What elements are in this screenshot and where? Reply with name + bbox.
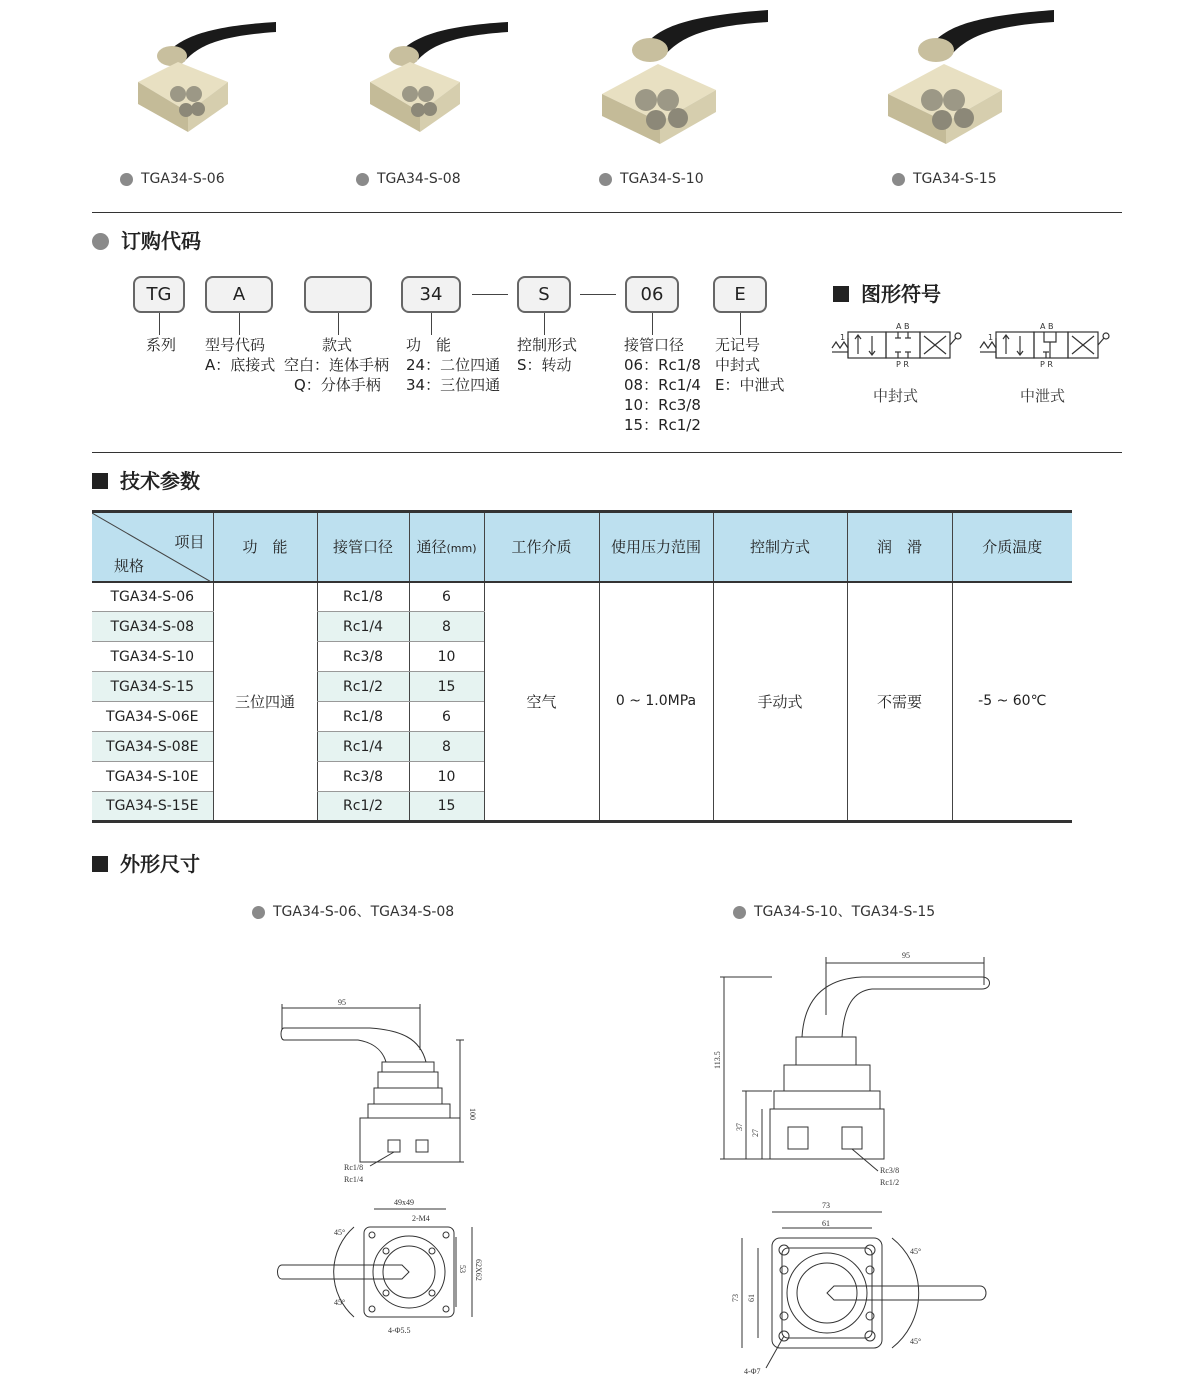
code-box-function: 34 xyxy=(401,276,461,313)
product-image-08 xyxy=(360,12,520,142)
drawing-left-side xyxy=(270,990,490,1194)
drawing-right-side xyxy=(712,945,1002,1199)
section-title-symbols: 图形符号 xyxy=(833,278,941,307)
code-box-mark: E xyxy=(713,276,767,313)
header-control: 控制方式 xyxy=(713,512,847,582)
code-leader xyxy=(740,313,741,335)
svg-text:P R: P R xyxy=(1040,360,1053,368)
svg-text:Rc1/2: Rc1/2 xyxy=(880,1178,900,1187)
symbol-caption: 中泄式 xyxy=(1020,387,1066,405)
section-title-specs: 技术参数 xyxy=(92,465,200,494)
dimension-caption-left: TGA34-S-06、TGA34-S-08 xyxy=(252,901,454,921)
label-port: 接管口径 06：Rc1/8 08：Rc1/4 10：Rc3/8 15：Rc1/2 xyxy=(624,336,701,434)
bullet-icon xyxy=(120,173,133,186)
svg-text:61: 61 xyxy=(747,1294,756,1302)
bullet-icon xyxy=(892,173,905,186)
product-caption: TGA34-S-10 xyxy=(599,171,704,187)
table-row: TGA34-S-15E Rc1/2 15 xyxy=(92,792,1072,822)
label-mark: 无记号 中封式 E：中泄式 xyxy=(715,336,785,394)
svg-text:2-M4: 2-M4 xyxy=(412,1214,430,1223)
svg-text:95: 95 xyxy=(902,951,910,960)
bullet-icon xyxy=(733,906,746,919)
svg-text:45°: 45° xyxy=(910,1337,922,1346)
divider xyxy=(92,452,1122,453)
square-bullet-icon xyxy=(833,286,849,302)
svg-text:1: 1 xyxy=(988,333,994,342)
label-type: 型号代码 A：底接式 xyxy=(205,336,276,374)
svg-text:A B: A B xyxy=(1040,322,1054,331)
svg-text:73: 73 xyxy=(822,1201,830,1210)
drawing-left-top xyxy=(270,1195,490,1349)
product-image-15 xyxy=(884,4,1064,154)
code-box-style xyxy=(304,276,372,313)
code-box-type: A xyxy=(205,276,273,313)
svg-text:61: 61 xyxy=(822,1219,830,1228)
dimension-caption-right: TGA34-S-10、TGA34-S-15 xyxy=(733,901,935,921)
table-row: TGA34-S-06E Rc1/8 6 xyxy=(92,702,1072,732)
svg-text:P R: P R xyxy=(896,360,909,368)
svg-text:1: 1 xyxy=(840,333,846,342)
svg-text:Rc1/4: Rc1/4 xyxy=(344,1175,364,1184)
product-caption: TGA34-S-08 xyxy=(356,171,461,187)
table-row: TGA34-S-15 Rc1/2 15 xyxy=(92,672,1072,702)
bullet-icon xyxy=(252,906,265,919)
svg-text:62X62: 62X62 xyxy=(474,1259,483,1281)
corner-header: 项目 规格 xyxy=(92,512,213,582)
header-function: 功 能 xyxy=(213,512,317,582)
svg-text:45°: 45° xyxy=(910,1247,922,1256)
svg-text:113.5: 113.5 xyxy=(713,1051,722,1069)
svg-text:45°: 45° xyxy=(334,1228,346,1237)
code-box-port: 06 xyxy=(625,276,679,313)
drawing-right-top xyxy=(730,1198,1000,1382)
code-dash xyxy=(580,294,616,295)
label-series: 系列 xyxy=(146,336,177,354)
section-title-ordering: 订购代码 xyxy=(92,225,201,254)
bullet-icon xyxy=(599,173,612,186)
valve-symbol-icon xyxy=(828,318,963,368)
svg-text:73: 73 xyxy=(731,1294,740,1302)
header-medium: 工作介质 xyxy=(484,512,599,582)
svg-text:100: 100 xyxy=(468,1108,477,1120)
symbol-exhaust-center xyxy=(976,318,1111,368)
square-bullet-icon xyxy=(92,473,108,489)
table-row: TGA34-S-10 Rc3/8 10 xyxy=(92,642,1072,672)
svg-text:Rc3/8: Rc3/8 xyxy=(880,1166,900,1175)
table-row: TGA34-S-06 三位四通 Rc1/8 6 空气 0 ~ 1.0MPa 手动式 不需要 -5 ~ 60℃ xyxy=(92,582,1072,612)
header-bore: 通径(mm) xyxy=(409,512,484,582)
code-leader xyxy=(652,313,653,335)
code-leader xyxy=(239,313,240,335)
product-image-10 xyxy=(598,4,778,154)
header-pressure: 使用压力范围 xyxy=(599,512,713,582)
svg-text:27: 27 xyxy=(751,1129,760,1137)
code-leader xyxy=(544,313,545,335)
header-lubrication: 润 滑 xyxy=(847,512,952,582)
product-caption: TGA34-S-06 xyxy=(120,171,225,187)
table-row: TGA34-S-08E Rc1/4 8 xyxy=(92,732,1072,762)
bullet-icon xyxy=(356,173,369,186)
svg-text:95: 95 xyxy=(338,998,346,1007)
svg-text:A B: A B xyxy=(896,322,910,331)
label-control: 控制形式 S：转动 xyxy=(517,336,578,374)
label-style: 款式 空白：连体手柄 Q：分体手柄 xyxy=(284,336,390,394)
svg-text:37: 37 xyxy=(735,1123,744,1131)
spec-table xyxy=(92,510,1072,823)
code-box-series: TG xyxy=(133,276,185,313)
code-leader xyxy=(338,313,339,335)
label-function: 功 能 24：二位四通 34：三位四通 xyxy=(406,336,501,394)
code-leader xyxy=(431,313,432,335)
svg-text:49x49: 49x49 xyxy=(394,1198,414,1207)
product-image-06 xyxy=(128,12,288,142)
table-row: TGA34-S-08 Rc1/4 8 xyxy=(92,612,1072,642)
symbol-closed-center xyxy=(828,318,963,368)
header-temperature: 介质温度 xyxy=(952,512,1072,582)
code-leader xyxy=(159,313,160,335)
divider xyxy=(92,212,1122,213)
svg-text:4-Φ5.5: 4-Φ5.5 xyxy=(388,1326,411,1335)
section-title-dimensions: 外形尺寸 xyxy=(92,848,200,877)
bullet-icon xyxy=(92,233,109,250)
svg-text:45°: 45° xyxy=(334,1298,346,1307)
product-caption: TGA34-S-15 xyxy=(892,171,997,187)
svg-text:53: 53 xyxy=(458,1265,467,1273)
code-dash xyxy=(472,294,508,295)
symbol-caption: 中封式 xyxy=(873,387,919,405)
spec-header-row xyxy=(92,512,1072,582)
svg-text:4-Φ7: 4-Φ7 xyxy=(744,1367,761,1376)
svg-text:Rc1/8: Rc1/8 xyxy=(344,1163,364,1172)
square-bullet-icon xyxy=(92,856,108,872)
code-box-control: S xyxy=(517,276,571,313)
valve-symbol-icon xyxy=(976,318,1111,368)
header-port: 接管口径 xyxy=(317,512,409,582)
table-row: TGA34-S-10E Rc3/8 10 xyxy=(92,762,1072,792)
